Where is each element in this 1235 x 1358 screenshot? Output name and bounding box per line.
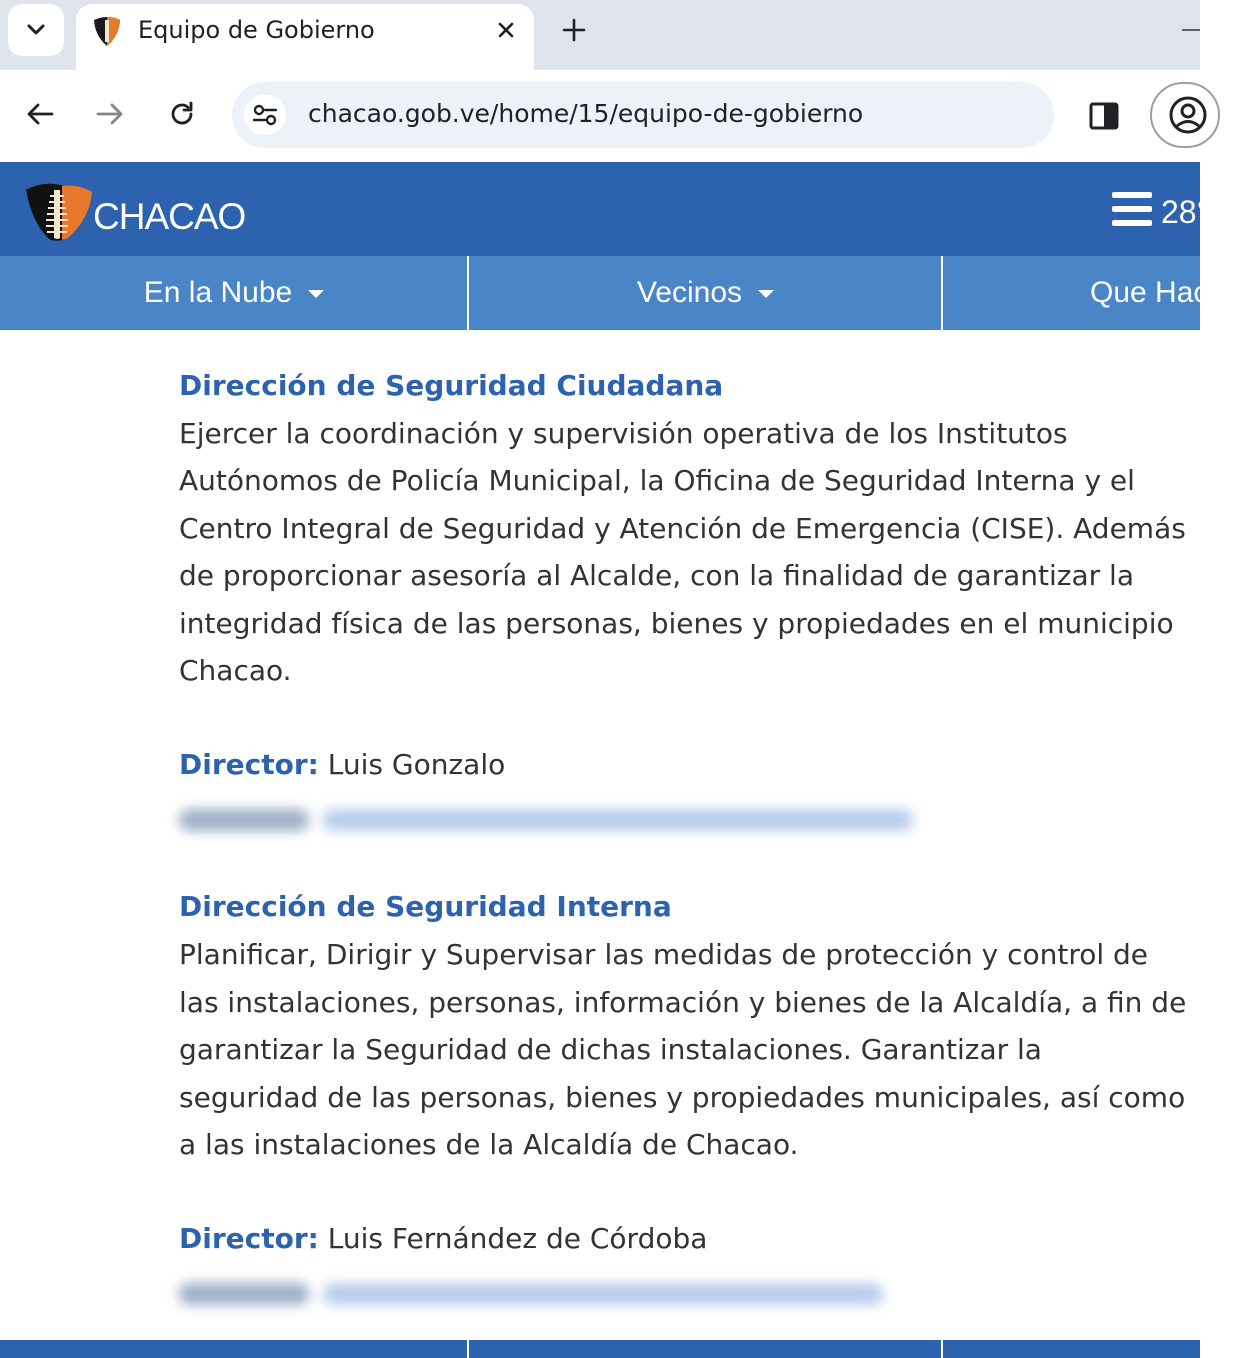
section-seguridad-interna	[179, 883, 1200, 1321]
section-title: Dirección de Seguridad Interna	[179, 890, 672, 924]
close-icon	[497, 21, 515, 39]
arrow-left-icon	[26, 102, 54, 126]
nav-item-vecinos[interactable]	[469, 256, 942, 330]
avatar-icon	[1168, 95, 1208, 135]
blurred-label	[179, 809, 309, 831]
footer-divider	[941, 1340, 943, 1358]
nav-item-label: Vecinos	[636, 276, 743, 309]
plus-icon	[562, 18, 586, 42]
chevron-down-icon	[26, 23, 46, 37]
caret-down-icon	[308, 290, 324, 298]
director-label: Director:	[179, 748, 319, 782]
site-header	[0, 162, 1210, 256]
section-title: Dirección de Seguridad Ciudadana	[179, 369, 724, 402]
minimize-button[interactable]	[1160, 10, 1200, 50]
chacao-favicon-icon	[90, 14, 124, 48]
reload-icon	[168, 100, 196, 128]
footer-divider	[467, 1340, 469, 1358]
main-content	[179, 362, 1200, 1321]
blurred-email-link	[323, 1283, 883, 1305]
main-nav	[0, 256, 1235, 330]
director-line	[179, 1215, 1200, 1263]
nav-item-que-hacer[interactable]	[1090, 256, 1235, 330]
tune-icon	[252, 104, 278, 126]
blurred-email-link	[323, 809, 913, 831]
director-label: Director:	[179, 1222, 319, 1256]
caret-down-icon	[758, 290, 774, 298]
director-name: Luis Gonzalo	[327, 748, 506, 782]
blurred-label	[179, 1283, 309, 1305]
director-name: Luis Fernández de Córdoba	[327, 1222, 708, 1256]
nav-item-label: Que Hacer	[1090, 276, 1235, 309]
blurred-contact-info	[173, 791, 1200, 847]
address-bar[interactable]	[232, 82, 1054, 148]
section-seguridad-ciudadana	[179, 362, 1200, 847]
tab-search-button[interactable]	[8, 4, 64, 56]
nav-item-en-la-nube[interactable]	[0, 256, 468, 330]
nav-divider	[941, 256, 943, 330]
temperature-text: 28°	[1161, 194, 1210, 230]
minimize-icon	[1160, 10, 1200, 50]
tab-title: Equipo de Gobierno	[138, 16, 375, 44]
chacao-logo-icon[interactable]	[24, 182, 94, 244]
section-description: Ejercer la coordinación y supervisión operativa de los Institutos Autónomos de Policía Municipal, la Oficina de Seguridad Interna y el Centro Integral de Seguridad y Atención de Emergencia (CISE). Además de proporcionar asesoría al Alcalde, con la finalidad de garantizar la integridad física de las personas, bienes y propiedades en el municipio Chacao.	[179, 417, 1186, 688]
browser-tab-active[interactable]	[76, 4, 534, 70]
side-panel-icon	[1089, 102, 1119, 130]
side-panel-button[interactable]	[1082, 94, 1126, 138]
site-info-button[interactable]	[244, 95, 286, 135]
tab-close-button[interactable]	[488, 12, 524, 48]
footer-bar	[0, 1340, 1200, 1358]
blurred-contact-info	[173, 1265, 1200, 1321]
url-text: chacao.gob.ve/home/15/equipo-de-gobierno	[308, 99, 864, 128]
browser-toolbar	[0, 70, 1200, 162]
nav-item-label: En la Nube	[143, 276, 293, 309]
reload-button[interactable]	[160, 92, 204, 136]
section-spacer	[179, 847, 1200, 883]
profile-button[interactable]	[1150, 82, 1220, 148]
browser-tabstrip	[0, 0, 1200, 70]
hamburger-menu-button[interactable]	[1112, 192, 1154, 232]
arrow-right-icon	[96, 102, 124, 126]
new-tab-button[interactable]	[552, 10, 596, 50]
back-button[interactable]	[18, 92, 62, 136]
site-logo-text[interactable]: CHACAO	[93, 196, 246, 237]
forward-button[interactable]	[88, 92, 132, 136]
director-line	[179, 741, 1200, 789]
section-description: Planificar, Dirigir y Supervisar las medidas de protección y control de las instalaciones, personas, información y bienes de la Alcaldía, a fin de garantizar la Seguridad de dichas instalaciones. Garantizar la seguridad de las personas, bienes y propiedades municipales, así como a las instalaciones de la Alcaldía de Chacao.	[179, 938, 1187, 1162]
